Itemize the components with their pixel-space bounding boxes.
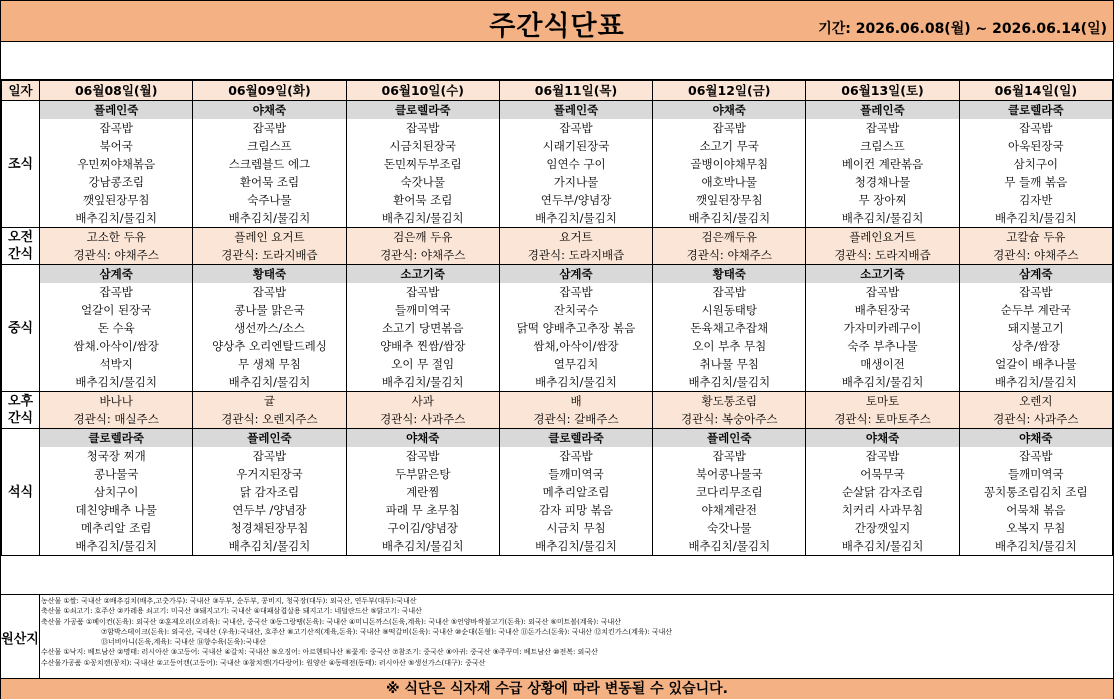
dish-cell: 감자 피망 볶음	[499, 501, 652, 519]
dish-cell: 임연수 구이	[499, 155, 652, 173]
dish-cell: 양상추 오리엔탈드레싱	[193, 337, 346, 355]
meal-row	[2, 337, 1113, 355]
page-title: 주간식단표	[489, 11, 625, 42]
dish-cell: 배추김치/물김치	[959, 373, 1112, 392]
dish-cell: 상추/쌈장	[959, 337, 1112, 355]
dish-cell: 배추김치/물김치	[499, 373, 652, 392]
dish-cell: 배추김치/물김치	[40, 209, 193, 228]
porridge-cell: 클로렐라죽	[499, 429, 652, 448]
meal-row	[2, 209, 1113, 228]
dish-cell: 시래기된장국	[499, 137, 652, 155]
date-header-row	[2, 81, 1113, 101]
dish-cell: 아욱된장국	[959, 137, 1112, 155]
meal-row	[2, 191, 1113, 209]
dish-cell: 무 생채 무침	[193, 355, 346, 373]
dish-cell: 배추된장국	[806, 301, 959, 319]
dish-cell: 배추김치/물김치	[193, 209, 346, 228]
dish-cell: 콩나물 맑은국	[193, 301, 346, 319]
date-header: 06월09일(화)	[193, 81, 346, 101]
dish-cell: 시금치된장국	[346, 137, 499, 155]
snack-cell: 고칼슘 두유	[959, 228, 1112, 247]
meal-row	[2, 483, 1113, 501]
date-header: 06월12일(금)	[653, 81, 806, 101]
meal-row	[2, 301, 1113, 319]
snack-cell: 고소한 두유	[40, 228, 193, 247]
snack-cell: 바나나	[40, 392, 193, 411]
dish-cell: 우거지된장국	[193, 465, 346, 483]
dish-cell: 크림스프	[806, 137, 959, 155]
dish-cell: 배추김치/물김치	[959, 209, 1112, 228]
dish-cell: 시금치 무침	[499, 519, 652, 537]
porridge-cell: 플레인죽	[653, 429, 806, 448]
porridge-cell: 소고기죽	[806, 265, 959, 284]
dish-cell: 돈육채고추잡채	[653, 319, 806, 337]
meal-label: 오후 간식	[2, 392, 40, 429]
footer-notice: ※ 식단은 식자재 수급 상황에 따라 변동될 수 있습니다.	[1, 678, 1113, 699]
snack-cell: 플레인 요거트	[193, 228, 346, 247]
snack-cell: 경관식: 야채주스	[653, 246, 806, 265]
dish-cell: 잡곡밥	[499, 119, 652, 137]
snack-cell: 경관식: 매실주스	[40, 410, 193, 429]
dish-cell: 깻잎된장무침	[653, 191, 806, 209]
dish-cell: 두부맑은탕	[346, 465, 499, 483]
snack-cell: 오렌지	[959, 392, 1112, 411]
dish-cell: 북어국	[40, 137, 193, 155]
dish-cell: 배추김치/물김치	[193, 537, 346, 556]
porridge-cell: 황태죽	[653, 265, 806, 284]
dish-cell: 베이컨 계란볶음	[806, 155, 959, 173]
dish-cell: 생선까스/소스	[193, 319, 346, 337]
meal-row	[2, 265, 1113, 284]
dish-cell: 잡곡밥	[193, 283, 346, 301]
dish-cell: 배추김치/물김치	[806, 537, 959, 556]
dish-cell: 잡곡밥	[653, 447, 806, 465]
dish-cell: 무 들깨 볶음	[959, 173, 1112, 191]
dish-cell: 연두부/양념장	[499, 191, 652, 209]
meal-row	[2, 501, 1113, 519]
dish-cell: 잡곡밥	[40, 119, 193, 137]
dish-cell: 메추리알 조림	[40, 519, 193, 537]
porridge-cell: 삼계죽	[959, 265, 1112, 284]
meal-row	[2, 283, 1113, 301]
dish-cell: 잡곡밥	[806, 119, 959, 137]
snack-cell: 사과	[346, 392, 499, 411]
snack-cell: 경관식: 야채주스	[959, 246, 1112, 265]
porridge-cell: 야채죽	[806, 429, 959, 448]
dish-cell: 간장깻잎지	[806, 519, 959, 537]
snack-cell: 검은깨 두유	[346, 228, 499, 247]
dish-cell: 배추김치/물김치	[40, 373, 193, 392]
dish-cell: 잔치국수	[499, 301, 652, 319]
dish-cell: 숙갓나물	[653, 519, 806, 537]
origin-label: 원산지	[1, 595, 40, 679]
dish-cell: 배추김치/물김치	[40, 537, 193, 556]
snack-cell: 경관식: 도라지배즙	[193, 246, 346, 265]
dish-cell: 오복지 무침	[959, 519, 1112, 537]
dish-cell: 잡곡밥	[499, 283, 652, 301]
dish-cell: 배추김치/물김치	[806, 209, 959, 228]
dish-cell: 닭떡 양배추고추장 볶음	[499, 319, 652, 337]
meal-row	[2, 319, 1113, 337]
dish-cell: 청경채된장무침	[193, 519, 346, 537]
dish-cell: 숙갓나물	[346, 173, 499, 191]
snack-cell: 토마토	[806, 392, 959, 411]
dish-cell: 데친양배추 나물	[40, 501, 193, 519]
meal-label: 오전 간식	[2, 228, 40, 265]
origin-line: 축산물 ①쇠고기: 호주산 ②카레용 쇠고기: 미국산 ③돼지고기: 국내산 ④대패삼겹살용 돼지고기: 네덜란드산 ⑤닭고기: 국내산	[41, 607, 422, 616]
snack-cell: 경관식: 갈배주스	[499, 410, 652, 429]
dish-cell: 스크렘블드 에그	[193, 155, 346, 173]
meal-label: 중식	[2, 265, 40, 392]
dish-cell: 잡곡밥	[346, 119, 499, 137]
snack-cell: 경관식: 도라지배즙	[806, 246, 959, 265]
dish-cell: 북어콩나물국	[653, 465, 806, 483]
meal-row	[2, 101, 1113, 120]
origin-line: ⑦함박스테이크(돈육): 외국산, 국내산 (우육):국내산, 호주산 ⑧고기산적(계육,돈육): 국내산 ⑨떡갈비(돈육): 국내산 ⑩순대(돈혈): 국내산 ⑪돈가스(돈육): 국내산 ⑫치킨가스(계육): 국내산	[101, 627, 673, 636]
snack-cell: 플레인요거트	[806, 228, 959, 247]
dish-cell: 배추김치/물김치	[499, 537, 652, 556]
dish-cell: 강남콩조림	[40, 173, 193, 191]
dish-cell: 쌈채.아삭이/쌈장	[40, 337, 193, 355]
porridge-cell: 야채죽	[346, 429, 499, 448]
snack-cell: 경관식: 오렌지주스	[193, 410, 346, 429]
dish-cell: 배추김치/물김치	[653, 209, 806, 228]
dish-cell: 열무김치	[499, 355, 652, 373]
dish-cell: 가지나물	[499, 173, 652, 191]
dish-cell: 숙주나물	[193, 191, 346, 209]
origin-line: 농산물 ①쌀: 국내산 ②배추김치(배추,고춧가루): 국내산 ③두부, 순두부, 콩비지, 청국장(대두): 외국산, 연두부(대두):국내산	[41, 597, 417, 605]
dish-cell: 구이김/양념장	[346, 519, 499, 537]
dish-cell: 배추김치/물김치	[346, 373, 499, 392]
snack-cell: 요거트	[499, 228, 652, 247]
snack-row	[2, 410, 1113, 429]
dish-cell: 환어묵 조림	[346, 191, 499, 209]
meal-label: 석식	[2, 429, 40, 556]
dish-cell: 오이 무 절임	[346, 355, 499, 373]
origin-line: ⑬너비아니(돈육,계육): 국내산 ⑭향수육(돈육):국내산	[101, 638, 266, 647]
menu-table	[1, 80, 1113, 556]
dish-cell: 숙주 부추나물	[806, 337, 959, 355]
dish-cell: 순두부 계란국	[959, 301, 1112, 319]
dish-cell: 가자미카레구이	[806, 319, 959, 337]
dish-cell: 배추김치/물김치	[959, 537, 1112, 556]
dish-cell: 배추김치/물김치	[806, 373, 959, 392]
snack-cell: 배	[499, 392, 652, 411]
blank-row	[1, 42, 1113, 80]
snack-cell: 경관식: 사과주스	[346, 410, 499, 429]
dish-cell: 소고기 당면볶음	[346, 319, 499, 337]
meal-row	[2, 447, 1113, 465]
title-bar	[1, 1, 1113, 42]
dish-cell: 삼치구이	[40, 483, 193, 501]
snack-cell: 황도통조림	[653, 392, 806, 411]
meal-row	[2, 537, 1113, 556]
dish-cell: 어묵채 볶음	[959, 501, 1112, 519]
dish-cell: 연두부 /양념장	[193, 501, 346, 519]
dish-cell: 돈민찌두부조림	[346, 155, 499, 173]
dish-cell: 들깨미역국	[346, 301, 499, 319]
dish-cell: 우민찌야채볶음	[40, 155, 193, 173]
date-header-label: 일자	[2, 81, 40, 101]
dish-cell: 얼갈이 된장국	[40, 301, 193, 319]
dish-cell: 잡곡밥	[806, 447, 959, 465]
origin-section	[1, 594, 1113, 679]
snack-cell: 경관식: 야채주스	[40, 246, 193, 265]
meal-row	[2, 173, 1113, 191]
porridge-cell: 플레인죽	[499, 101, 652, 120]
date-header: 06월14일(일)	[959, 81, 1112, 101]
snack-row	[2, 246, 1113, 265]
meal-row	[2, 429, 1113, 448]
snack-cell: 경관식: 토마토주스	[806, 410, 959, 429]
dish-cell: 계란찜	[346, 483, 499, 501]
snack-cell: 경관식: 사과주스	[959, 410, 1112, 429]
snack-cell: 경관식: 도라지배즙	[499, 246, 652, 265]
meal-label: 조식	[2, 101, 40, 228]
date-header: 06월11일(목)	[499, 81, 652, 101]
meal-row	[2, 355, 1113, 373]
porridge-cell: 삼계죽	[499, 265, 652, 284]
dish-cell: 잡곡밥	[40, 283, 193, 301]
dish-cell: 잡곡밥	[959, 283, 1112, 301]
snack-cell: 경관식: 복숭아주스	[653, 410, 806, 429]
porridge-cell: 삼계죽	[40, 265, 193, 284]
dish-cell: 애호박나물	[653, 173, 806, 191]
dish-cell: 청국장 찌개	[40, 447, 193, 465]
porridge-cell: 황태죽	[193, 265, 346, 284]
date-header: 06월08일(월)	[40, 81, 193, 101]
dish-cell: 소고기 무국	[653, 137, 806, 155]
dish-cell: 어묵무국	[806, 465, 959, 483]
meal-row	[2, 373, 1113, 392]
dish-cell: 매생이전	[806, 355, 959, 373]
porridge-cell: 클로렐라죽	[40, 429, 193, 448]
dish-cell: 배추김치/물김치	[193, 373, 346, 392]
dish-cell: 잡곡밥	[346, 447, 499, 465]
meal-row	[2, 137, 1113, 155]
origin-line: 수산물 ①낙지: 베트남산 ②명태: 러시아산 ③고등어: 국내산 ④갈치: 국내산 ⑤오징어: 아르헨티나산 ⑥꽃게: 중국산 ⑦참조기: 중국산 ⑧아귀: 중국산 ⑨주꾸미: 베트남산 ⑩전복: 외국산	[41, 648, 598, 657]
dish-cell: 취나물 무침	[653, 355, 806, 373]
porridge-cell: 야채죽	[653, 101, 806, 120]
dish-cell: 잡곡밥	[346, 283, 499, 301]
snack-row	[2, 228, 1113, 247]
dish-cell: 들깨미역국	[499, 465, 652, 483]
dish-cell: 잡곡밥	[499, 447, 652, 465]
dish-cell: 돈 수육	[40, 319, 193, 337]
dish-cell: 코다리무조림	[653, 483, 806, 501]
dish-cell: 배추김치/물김치	[346, 537, 499, 556]
dish-cell: 돼지불고기	[959, 319, 1112, 337]
dish-cell: 시원동태탕	[653, 301, 806, 319]
dish-cell: 순살닭 감자조림	[806, 483, 959, 501]
dish-cell: 잡곡밥	[193, 119, 346, 137]
dish-cell: 석박지	[40, 355, 193, 373]
dish-cell: 오이 부추 무침	[653, 337, 806, 355]
dish-cell: 쌈채,아삭이/쌈장	[499, 337, 652, 355]
porridge-cell: 플레인죽	[193, 429, 346, 448]
date-header: 06월10일(수)	[346, 81, 499, 101]
dish-cell: 콩나물국	[40, 465, 193, 483]
meal-row	[2, 155, 1113, 173]
porridge-cell: 플레인죽	[40, 101, 193, 120]
dish-cell: 꽁치통조림김치 조림	[959, 483, 1112, 501]
snack-cell: 검은깨두유	[653, 228, 806, 247]
dish-cell: 배추김치/물김치	[653, 537, 806, 556]
dish-cell: 야채계란전	[653, 501, 806, 519]
origin-lines	[41, 596, 1111, 668]
dish-cell: 배추김치/물김치	[653, 373, 806, 392]
dish-cell: 배추김치/물김치	[346, 209, 499, 228]
dish-cell: 배추김치/물김치	[499, 209, 652, 228]
dish-cell: 잡곡밥	[806, 283, 959, 301]
porridge-cell: 클로렐라죽	[346, 101, 499, 120]
dish-cell: 잡곡밥	[959, 447, 1112, 465]
dish-cell: 얼갈이 배추나물	[959, 355, 1112, 373]
dish-cell: 잡곡밥	[653, 119, 806, 137]
snack-cell: 경관식: 야채주스	[346, 246, 499, 265]
origin-line: 수산물가공품 ①꽁치캔(꽁치): 국내산 ②고등어캔(고등어): 국내산 ③참치캔(가다랑어): 원양산 ④동태전(동태): 러시아산 ⑤생선가스(대구): 중국산	[41, 658, 486, 667]
dish-cell: 청경채나물	[806, 173, 959, 191]
dish-cell: 삼치구이	[959, 155, 1112, 173]
porridge-cell: 소고기죽	[346, 265, 499, 284]
meal-row	[2, 119, 1113, 137]
porridge-cell: 플레인죽	[806, 101, 959, 120]
snack-cell: 귤	[193, 392, 346, 411]
dish-cell: 환어묵 조림	[193, 173, 346, 191]
dish-cell: 무 장아찌	[806, 191, 959, 209]
dish-cell: 잡곡밥	[653, 283, 806, 301]
porridge-cell: 야채죽	[959, 429, 1112, 448]
date-header: 06월13일(토)	[806, 81, 959, 101]
dish-cell: 김자반	[959, 191, 1112, 209]
porridge-cell: 야채죽	[193, 101, 346, 120]
snack-row	[2, 392, 1113, 411]
meal-row	[2, 519, 1113, 537]
dish-cell: 깻잎된장무침	[40, 191, 193, 209]
dish-cell: 메추리알조림	[499, 483, 652, 501]
dish-cell: 파래 무 초무침	[346, 501, 499, 519]
origin-line: 축산물 가공품 ①베이컨(돈육): 외국산 ②훈제오리(오리육): 국내산, 중국산 ③동그랑땡(돈육): 국내산 ④미니돈까스(돈육,계육): 국내산 ⑤언양바싹불고기(돈육): 외국산 ⑥미트볼(계육): 국내산	[41, 617, 621, 626]
dish-cell: 치커리 사과무침	[806, 501, 959, 519]
dish-cell: 크림스프	[193, 137, 346, 155]
dish-cell: 양배추 찐쌈/쌈장	[346, 337, 499, 355]
porridge-cell: 클로렐라죽	[959, 101, 1112, 120]
dish-cell: 닭 감자조림	[193, 483, 346, 501]
dish-cell: 잡곡밥	[959, 119, 1112, 137]
meal-row	[2, 465, 1113, 483]
dish-cell: 들깨미역국	[959, 465, 1112, 483]
dish-cell: 골뱅이야채무침	[653, 155, 806, 173]
period-label: 기간: 2026.06.08(월) ~ 2026.06.14(일)	[818, 21, 1107, 37]
dish-cell: 잡곡밥	[193, 447, 346, 465]
